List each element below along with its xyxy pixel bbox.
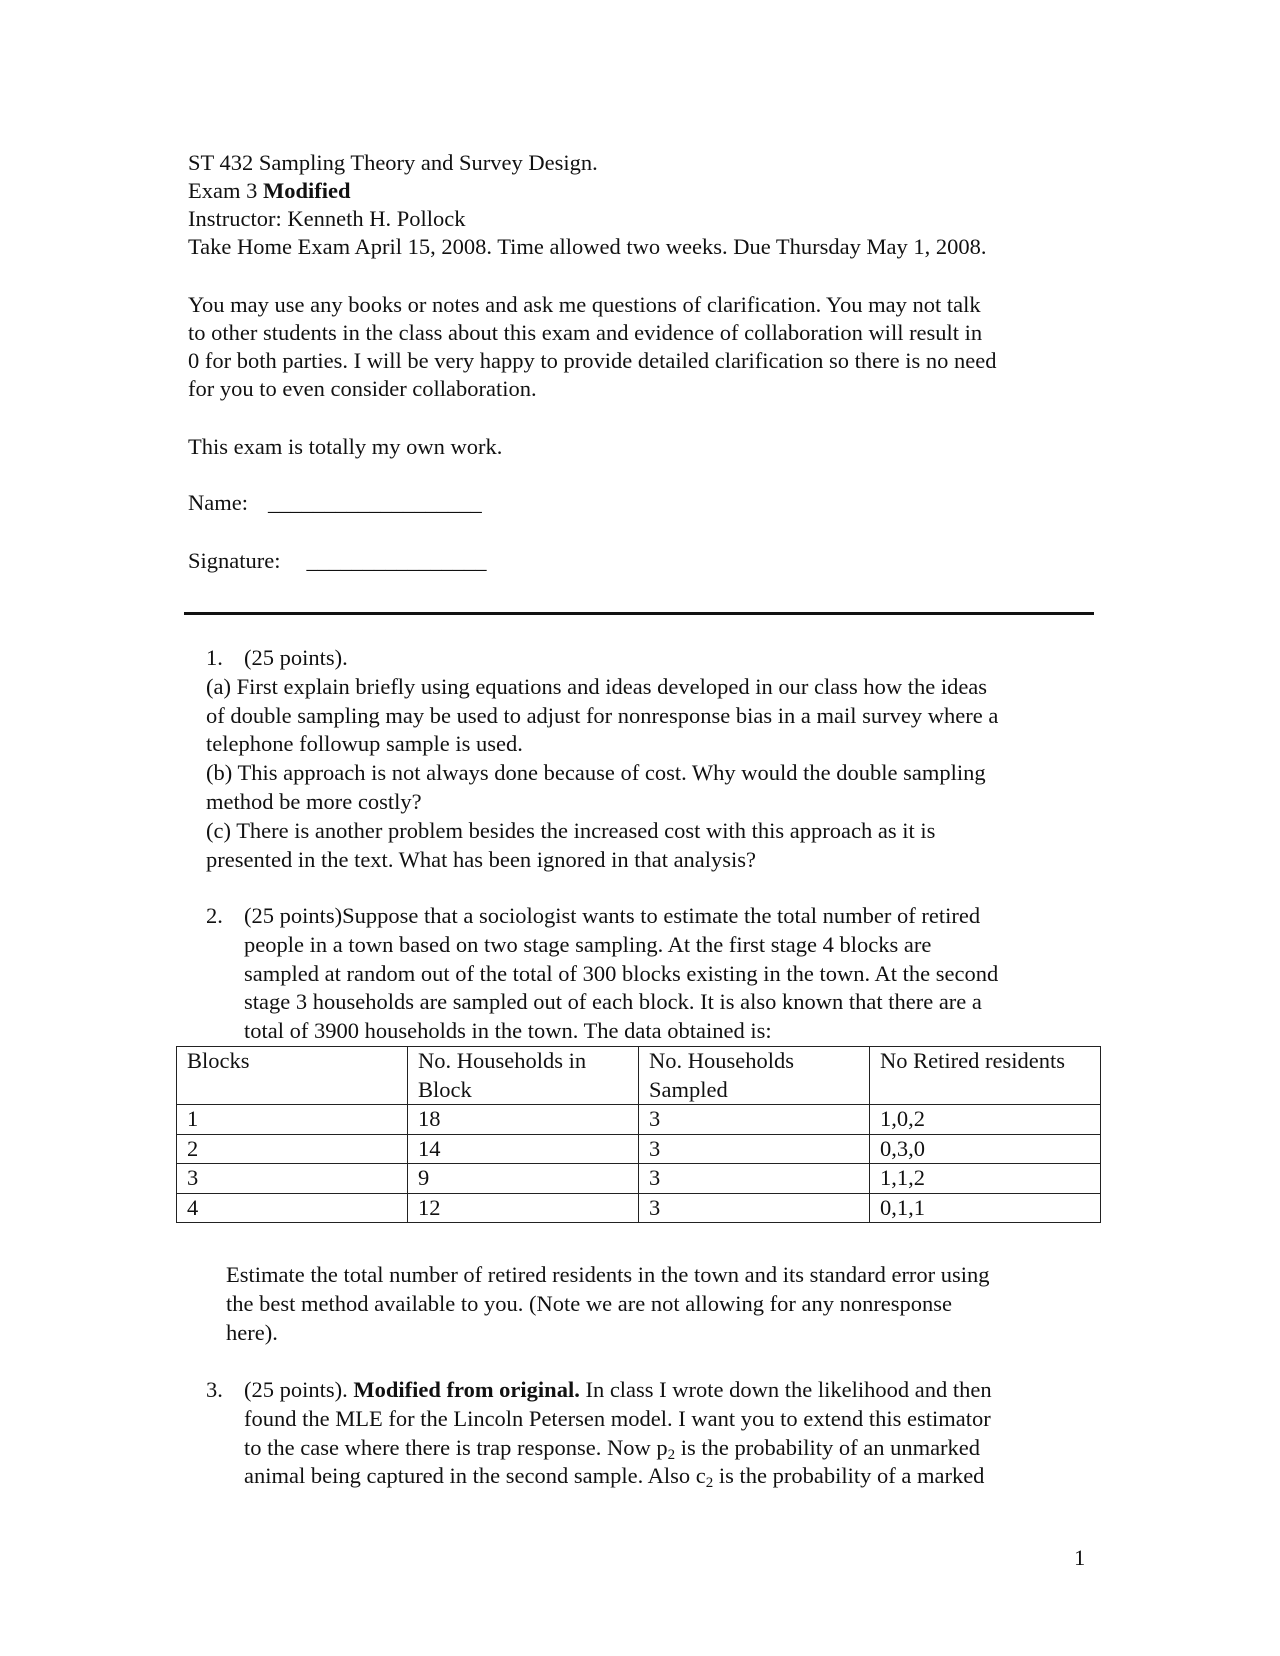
q3-line-3: [244, 1434, 992, 1463]
q2-line-4: stage 3 households are sampled out of each block. It is also known that there are a: [244, 989, 982, 1015]
signature-blank[interactable]: ________________: [306, 548, 487, 573]
instructions-line-1: You may use any books or notes and ask me questions of clarification. You may not talk: [188, 292, 981, 317]
q3-line-3-sub: 2: [667, 1446, 676, 1463]
name-blank[interactable]: ___________________: [267, 490, 482, 515]
q1-part-b-line-2: method be more costly?: [206, 788, 422, 814]
table-cell: 3: [639, 1134, 870, 1164]
table-cell: 0,1,1: [870, 1193, 1101, 1223]
q2-line-2: people in a town based on two stage sampling. At the first stage 4 blocks are: [244, 931, 932, 957]
table-cell: 1,0,2: [870, 1105, 1101, 1135]
table-cell: 3: [639, 1193, 870, 1223]
table-cell: 3: [639, 1105, 870, 1135]
table-cell: 9: [408, 1164, 639, 1194]
name-label: Name:: [188, 490, 248, 515]
q3-line-2: found the MLE for the Lincoln Petersen model. I want you to extend this estimator: [244, 1405, 991, 1431]
table-cell: 12: [408, 1193, 639, 1223]
q2-followup: [226, 1261, 1106, 1347]
instructor-line: Instructor: Kenneth H. Pollock: [188, 206, 466, 231]
q1-part-c-line-1: (c) There is another problem besides the increased cost with this approach as it is: [206, 817, 936, 843]
q1-part-a-line-3: telephone followup sample is used.: [206, 731, 523, 757]
table-header-cell: No. Households in Block: [408, 1047, 639, 1105]
q1-part-b-line-1: (b) This approach is not always done because of cost. Why would the double sampling: [206, 760, 986, 786]
table-header-cell: Blocks: [177, 1047, 408, 1105]
q3-line-4: [244, 1462, 992, 1491]
q3-line-4-rest: is the probability of a marked: [713, 1463, 985, 1489]
q3-line-4-sub: 2: [705, 1475, 714, 1492]
q1-points: (25 points).: [244, 645, 348, 670]
table-cell: 3: [177, 1164, 408, 1194]
table-header-cell: No Retired residents: [870, 1047, 1101, 1105]
q2-followup-line-1: Estimate the total number of retired residents in the town and its standard error using: [226, 1262, 990, 1287]
q2-followup-line-3: here).: [226, 1319, 278, 1345]
table-header-row: [177, 1047, 1101, 1105]
q2-line-3: sampled at random out of the total of 300 blocks existing in the town. At the second: [244, 960, 999, 986]
section-divider: [184, 612, 1094, 615]
q3-line-1: [244, 1376, 992, 1405]
signature-label: Signature:: [188, 548, 281, 573]
q2-line-1: (25 points)Suppose that a sociologist wants to estimate the total number of retired: [244, 903, 981, 928]
q3-points: (25 points).: [244, 1377, 354, 1402]
data-table: [176, 1046, 1101, 1223]
instructions-line-3: 0 for both parties. I will be very happy to provide detailed clarification so there is no need: [188, 348, 997, 373]
name-field[interactable]: [188, 488, 482, 517]
q1-part-c-line-2: presented in the text. What has been ignored in that analysis?: [206, 846, 757, 872]
table-header-cell: No. Households Sampled: [639, 1047, 870, 1105]
exam-title: [188, 176, 350, 205]
signature-field[interactable]: [188, 546, 486, 575]
table-row: [177, 1105, 1101, 1135]
q3-line-4-text: animal being captured in the second sample. Also c: [244, 1463, 706, 1489]
q1-part-a-line-1: (a) First explain briefly using equations and ideas developed in our class how the ideas: [206, 673, 988, 699]
q2-followup-line-2: the best method available to you. (Note we are not allowing for any nonresponse: [226, 1290, 953, 1316]
table-cell: 0,3,0: [870, 1134, 1101, 1164]
instructions-line-2: to other students in the class about this exam and evidence of collaboration will result in: [188, 320, 983, 345]
page-number: 1: [1074, 1545, 1086, 1570]
q3-line-3-rest: is the probability of an unmarked: [675, 1434, 981, 1460]
pledge-statement: This exam is totally my own work.: [188, 434, 503, 459]
exam-modified-label: Modified: [262, 178, 351, 203]
q3-number: 3.: [206, 1377, 223, 1402]
table-cell: 1,1,2: [870, 1164, 1101, 1194]
course-title: ST 432 Sampling Theory and Survey Design.: [188, 150, 598, 175]
q2-number: 2.: [206, 903, 223, 928]
q1-number: 1.: [206, 645, 223, 670]
table-cell: 3: [639, 1164, 870, 1194]
q3-modified-note: Modified from original.: [353, 1377, 580, 1402]
q2-line-5: total of 3900 households in the town. The data obtained is:: [244, 1018, 772, 1044]
q3-line-1-rest: In class I wrote down the likelihood and then: [579, 1377, 992, 1402]
table-row: [177, 1193, 1101, 1223]
q3-line-3-text: to the case where there is trap response. Now p: [244, 1434, 668, 1460]
instructions-line-4: for you to even consider collaboration.: [188, 376, 537, 401]
take-home-line: Take Home Exam April 15, 2008. Time allowed two weeks. Due Thursday May 1, 2008.: [188, 234, 987, 259]
table-cell: 18: [408, 1105, 639, 1135]
table-row: [177, 1134, 1101, 1164]
table-cell: 2: [177, 1134, 408, 1164]
table-row: [177, 1164, 1101, 1194]
table-cell: 4: [177, 1193, 408, 1223]
table-cell: 1: [177, 1105, 408, 1135]
table-cell: 14: [408, 1134, 639, 1164]
exam-title-prefix: Exam 3: [188, 178, 263, 203]
q1-part-a-line-2: of double sampling may be used to adjust for nonresponse bias in a mail survey where a: [206, 702, 999, 728]
